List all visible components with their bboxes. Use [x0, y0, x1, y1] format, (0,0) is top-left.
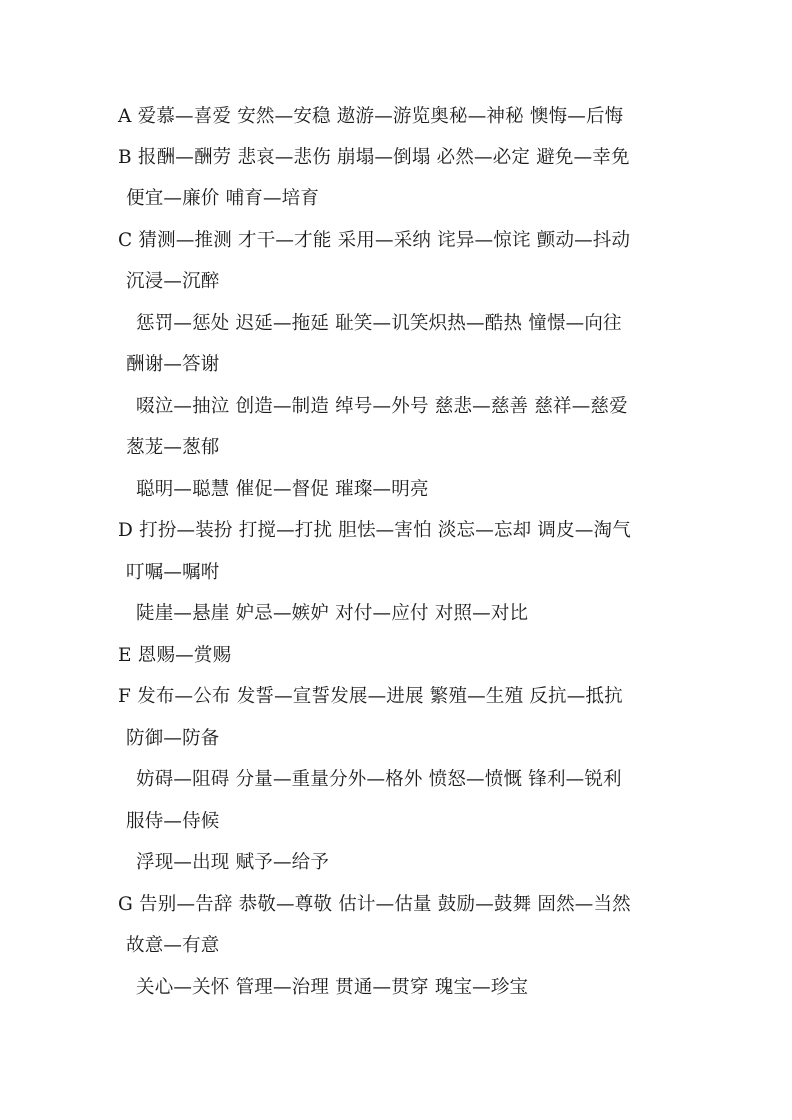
text-line-e: E 恩赐—赏赐 [118, 645, 232, 666]
text-line-a: A 爱慕—喜爱 安然—安稳 遨游—游览奥秘—神秘 懊悔—后悔 [118, 106, 624, 127]
text-line-c-3: 啜泣—抽泣 创造—制造 绰号—外号 慈悲—慈善 慈祥—慈爱 [136, 396, 628, 417]
text-line-c-4: 聪明—聪慧 催促—督促 璀璨—明亮 [136, 479, 429, 500]
text-line-g: G 告别—告辞 恭敬—尊敬 估计—估量 鼓励—鼓舞 固然—当然 [118, 894, 631, 915]
text-line-f-2: 妨碍—阻碍 分量—重量分外—格外 愤怒—愤慨 锋利—锐利 [136, 769, 622, 790]
text-line-g-cont: 故意—有意 [126, 935, 220, 956]
text-line-f: F 发布—公布 发誓—宣誓发展—进展 繁殖—生殖 反抗—抵抗 [118, 686, 623, 707]
text-line-c-cont: 沉浸—沉醉 [126, 271, 220, 292]
text-line-f-2-cont: 服侍—侍候 [126, 811, 220, 832]
text-line-b: B 报酬—酬劳 悲哀—悲伤 崩塌—倒塌 必然—必定 避免—幸免 [118, 147, 630, 168]
text-line-b-cont: 便宜—廉价 哺育—培育 [126, 188, 320, 209]
text-line-c-3-cont: 葱茏—葱郁 [126, 437, 220, 458]
text-line-d: D 打扮—装扮 打搅—打扰 胆怯—害怕 淡忘—忘却 调皮—淘气 [118, 520, 631, 541]
text-line-g-2: 关心—关怀 管理—治理 贯通—贯穿 瑰宝—珍宝 [136, 977, 529, 998]
text-line-c-2-cont: 酬谢—答谢 [126, 354, 220, 375]
text-line-d-2: 陡崖—悬崖 妒忌—嫉妒 对付—应付 对照—对比 [136, 603, 529, 624]
text-line-f-3: 浮现—出现 赋予—给予 [136, 852, 330, 873]
text-line-d-cont: 叮嘱—嘱咐 [126, 562, 220, 583]
text-line-c: C 猜测—推测 才干—才能 采用—采纳 诧异—惊诧 颤动—抖动 [118, 230, 631, 251]
text-line-f-cont: 防御—防备 [126, 728, 220, 749]
text-line-c-2: 惩罚—惩处 迟延—拖延 耻笑—讥笑炽热—酷热 憧憬—向往 [136, 313, 622, 334]
